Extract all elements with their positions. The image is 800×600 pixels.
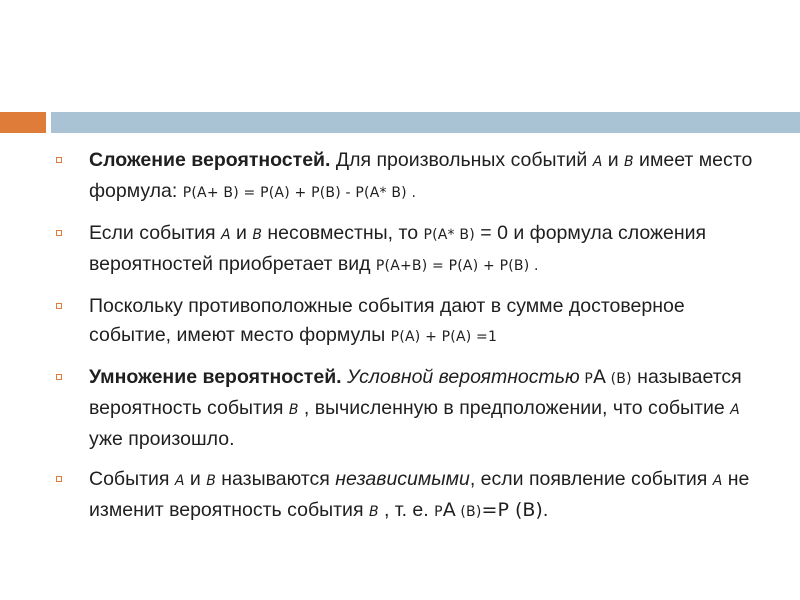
variable-a: A (712, 473, 723, 489)
orange-accent-bar (0, 112, 46, 133)
square-bullet-icon (56, 374, 62, 380)
bullet-item-multiplication (56, 363, 756, 454)
bullet-item-opposite-events (56, 292, 756, 352)
text-span: уже произошло. (89, 428, 235, 450)
variable-b: B (252, 227, 262, 243)
square-bullet-icon (56, 230, 62, 236)
text-span: , т. е. (378, 499, 435, 521)
text-span: Если события (89, 222, 222, 244)
text-span: имеет место формула: (89, 149, 753, 202)
text-span: , вычисленную в предположении, что событие (298, 397, 731, 419)
variable-b: B (368, 504, 379, 520)
bullet-item-addition (56, 146, 756, 208)
text-span: Поскольку противоположные события дают в сумме достоверное событие, имеют место формулы (89, 295, 685, 346)
formula-subscript-a: A (442, 499, 456, 521)
term-multiplication: Умножение вероятностей. (89, 366, 342, 388)
text-span: не изменит вероятность события (89, 468, 750, 521)
text-span: и (230, 222, 253, 244)
text-span: Для произвольных событий (330, 149, 593, 171)
variable-b: B (624, 154, 634, 170)
text-span: несовместны, то (261, 222, 424, 244)
square-bullet-icon (56, 303, 62, 309)
square-bullet-icon (56, 157, 62, 163)
text-span: , если появление события (469, 468, 713, 490)
formula-b: (B) (605, 371, 632, 387)
formula-equals-p: =P (481, 499, 509, 521)
text-span: = 0 и формула сложения вероятностей приобретает вид (89, 222, 707, 275)
text-span: . (542, 499, 549, 521)
formula-addition: P(A+ B) = P(A) + P(B) - P(A* B) . (182, 185, 417, 201)
formula-product: P(A* B) (423, 227, 475, 243)
bullet-list (56, 146, 756, 538)
text-span: называются (215, 468, 336, 490)
formula-sum: P(A+B) = P(A) + P(B) . (375, 258, 539, 274)
term-independent: независимыми (335, 468, 470, 490)
bullet-item-independent (56, 465, 756, 527)
text-span: и (184, 468, 207, 490)
formula-b: (B) (455, 504, 482, 520)
variable-b: B (288, 402, 299, 418)
term-conditional-probability: Условной вероятностью (347, 366, 580, 388)
formula-b: (B) (508, 499, 543, 521)
variable-a: A (221, 227, 231, 243)
blue-header-band (51, 112, 800, 133)
variable-b: B (206, 473, 216, 489)
formula-subscript-a: A (592, 366, 606, 388)
bullet-item-incompatible (56, 219, 756, 281)
formula-p: P (434, 504, 443, 520)
variable-a: A (730, 402, 740, 418)
term-addition: Сложение вероятностей. (89, 149, 331, 171)
text-span: называется вероятность события (89, 366, 742, 419)
text-span: и (602, 149, 625, 171)
variable-a: A (174, 473, 185, 489)
formula-opposite: P(A) + P(A) =1 (390, 329, 498, 345)
square-bullet-icon (56, 476, 62, 482)
text-span: События (89, 468, 175, 490)
formula-pa: P (579, 371, 593, 387)
variable-a: A (592, 154, 603, 170)
